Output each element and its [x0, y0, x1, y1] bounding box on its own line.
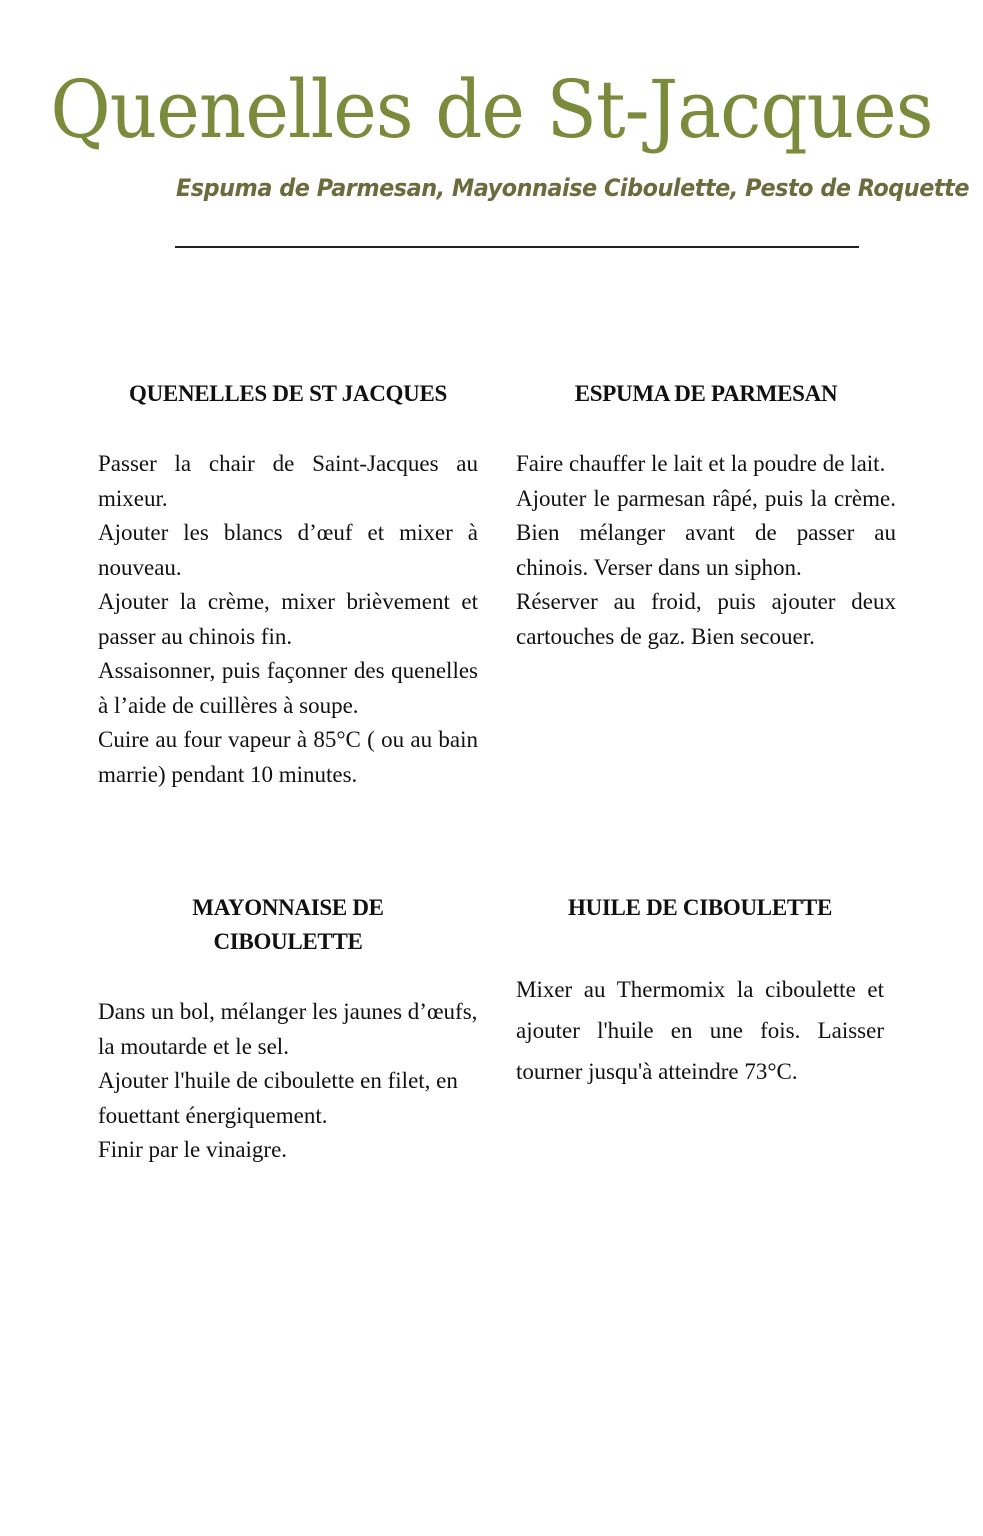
section-huile [516, 891, 884, 1092]
section-heading: HUILE DE CIBOULETTE [568, 895, 832, 920]
step-text: Réserver au froid, puis ajouter deux cartouches de gaz. Bien secouer. [516, 589, 896, 649]
section-body [516, 969, 884, 1092]
section-espuma [516, 377, 896, 654]
step-text: Mixer au Thermomix la ciboulette et ajouter l'huile en une fois. Laisser tourner jusqu'à atteindre 73°C. [516, 977, 884, 1084]
step-text: Cuire au four vapeur à 85°C ( ou au bain marrie) pendant 10 minutes. [98, 727, 478, 787]
page-title: Quenelles de St-Jacques [50, 63, 933, 156]
step-text: Ajouter les blancs d’œuf et mixer à nouveau. [98, 520, 478, 580]
step-text: Ajouter l'huile de ciboulette en filet, en fouettant énergiquement. [98, 1068, 458, 1128]
section-quenelles [98, 377, 478, 792]
step-text: Faire chauffer le lait et la poudre de lait. [516, 451, 886, 476]
step-text: Ajouter la crème, mixer brièvement et passer au chinois fin. [98, 589, 478, 649]
section-mayonnaise [98, 891, 478, 1168]
step-text: Finir par le vinaigre. [98, 1137, 288, 1162]
step-text: Assaisonner, puis façonner des quenelles à l’aide de cuillères à soupe. [98, 658, 478, 718]
section-body [98, 447, 478, 792]
section-body [516, 447, 896, 654]
section-body [98, 995, 478, 1168]
step-text: Dans un bol, mélanger les jaunes d’œufs, la moutarde et le sel. [98, 999, 478, 1059]
title-divider [175, 246, 859, 248]
step-text: Ajouter le parmesan râpé, puis la crème. Bien mélanger avant de passer au chinois. Verser dans un siphon. [516, 485, 896, 580]
section-heading: ESPUMA DE PARMESAN [574, 381, 838, 406]
page-subtitle: Espuma de Parmesan, Mayonnaise Ciboulette, Pesto de Roquette [176, 174, 969, 202]
step-text: Passer la chair de Saint-Jacques au mixeur. [98, 451, 478, 511]
section-heading: QUENELLES DE ST JACQUES [129, 381, 447, 406]
section-heading: MAYONNAISE DE CIBOULETTE [192, 895, 384, 954]
